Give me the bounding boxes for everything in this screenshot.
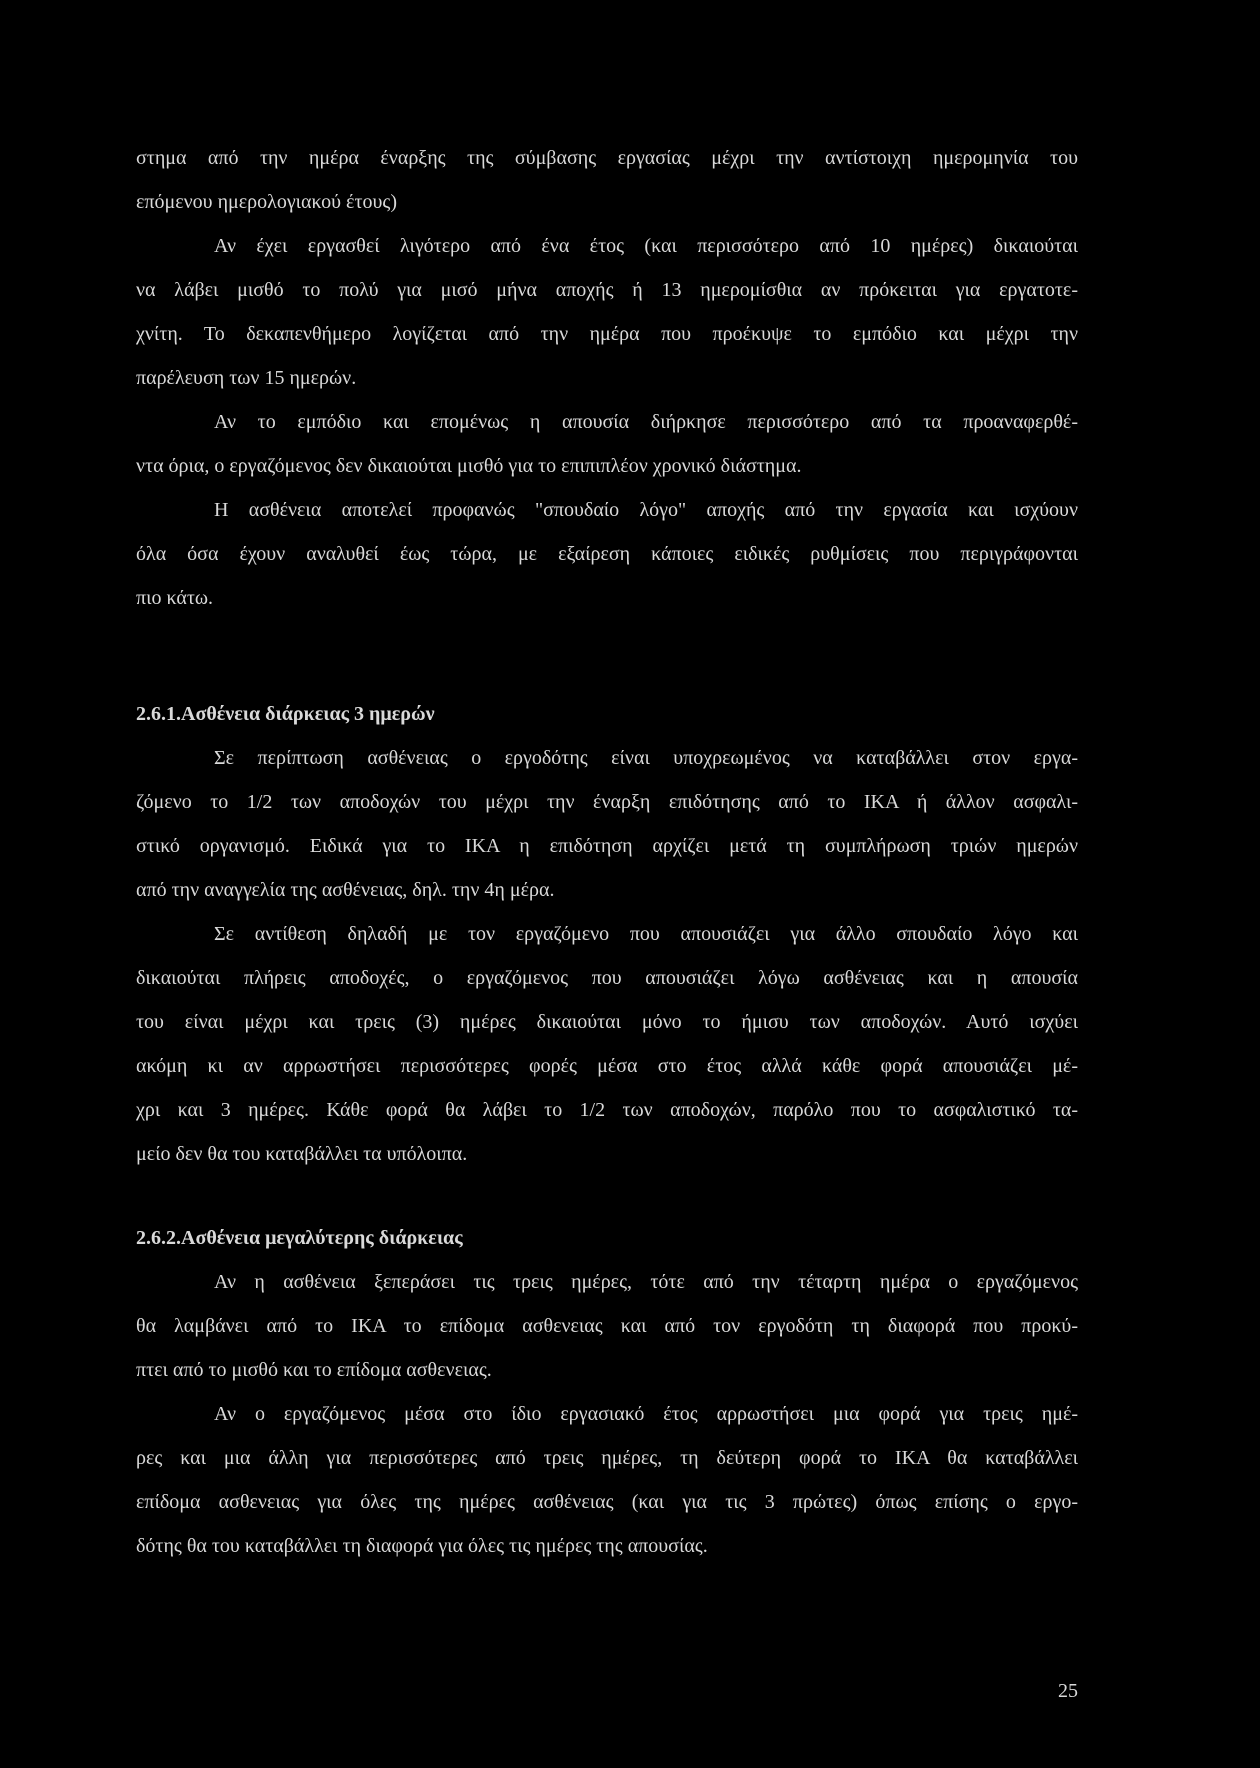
paragraph xyxy=(136,912,1078,1176)
text-line: θα λαμβάνει από το ΙΚΑ το επίδομα ασθενειας και από τον εργοδότη τη διαφορά που προκύ- xyxy=(136,1315,1078,1337)
text-line: του είναι μέχρι και τρεις (3) ημέρες δικαιούται μόνο το ήμισυ των αποδοχών. Αυτό ισχύει xyxy=(136,1011,1078,1033)
text-line: ντα όρια, ο εργαζόμενος δεν δικαιούται μισθό για το επιπιπλέον χρονικό διάστημα. xyxy=(136,455,802,477)
paragraph xyxy=(136,1392,1078,1568)
text-line: ακόμη κι αν αρρωστήσει περισσότερες φορές μέσα στο έτος αλλά κάθε φορά απουσιάζει μέ- xyxy=(136,1055,1078,1077)
text-line: ρες και μια άλλη για περισσότερες από τρεις ημέρες, τη δεύτερη φορά το ΙΚΑ θα καταβάλλει xyxy=(136,1447,1078,1469)
text-line: Αν η ασθένεια ξεπεράσει τις τρεις ημέρες, τότε από την τέταρτη ημέρα ο εργαζόμενος xyxy=(214,1271,1078,1293)
paragraph-2 xyxy=(136,224,1078,400)
text-line: πιο κάτω. xyxy=(136,587,214,609)
text-line: πτει από το μισθό και το επίδομα ασθενειας. xyxy=(136,1359,492,1381)
text-line: Αν ο εργαζόμενος μέσα στο ίδιο εργασιακό έτος αρρωστήσει μια φορά για τρεις ημέ- xyxy=(214,1403,1078,1425)
text-line: δικαιούται πλήρεις αποδοχές, ο εργαζόμενος που απουσιάζει λόγω ασθένειας και η απουσία xyxy=(136,967,1078,989)
text-line: ζόμενο το 1/2 των αποδοχών του μέχρι την έναρξη επιδότησης από το ΙΚΑ ή άλλον ασφαλι- xyxy=(136,791,1078,813)
page-number: 25 xyxy=(1058,1680,1078,1702)
section-2-6-2 xyxy=(136,1216,1078,1568)
text-line: επίδομα ασθενειας για όλες της ημέρες ασθένειας (και για τις 3 πρώτες) όπως επίσης ο εργο- xyxy=(136,1491,1078,1513)
paragraph-4 xyxy=(136,488,1078,620)
text-line: στημα από την ημέρα έναρξης της σύμβασης εργασίας μέχρι την αντίστοιχη ημερομηνία του xyxy=(136,147,1078,169)
text-line: χνίτη. Το δεκαπενθήμερο λογίζεται από την ημέρα που προέκυψε το εμπόδιο και μέχρι την xyxy=(136,323,1078,345)
paragraph-3 xyxy=(136,400,1078,488)
paragraph xyxy=(136,736,1078,912)
text-line: χρι και 3 ημέρες. Κάθε φορά θα λάβει το 1/2 των αποδοχών, παρόλο που το ασφαλιστικό τα- xyxy=(136,1099,1078,1121)
section-heading: 2.6.2.Ασθένεια μεγαλύτερης διάρκειας xyxy=(136,1227,463,1249)
text-line: Αν έχει εργασθεί λιγότερο από ένα έτος (και περισσότερο από 10 ημέρες) δικαιούται xyxy=(214,235,1078,257)
paragraph xyxy=(136,1260,1078,1392)
section-2-6-1 xyxy=(136,692,1078,1176)
document-page xyxy=(136,136,1078,1568)
text-line: επόμενου ημερολογιακού έτους) xyxy=(136,191,397,213)
text-line: να λάβει μισθό το πολύ για μισό μήνα αποχής ή 13 ημερομίσθια αν πρόκειται για εργατοτε- xyxy=(136,279,1078,301)
text-line: από την αναγγελία της ασθένειας, δηλ. την 4η μέρα. xyxy=(136,879,555,901)
section-heading: 2.6.1.Ασθένεια διάρκειας 3 ημερών xyxy=(136,703,435,725)
text-line: Σε περίπτωση ασθένειας ο εργοδότης είναι υποχρεωμένος να καταβάλλει στον εργα- xyxy=(214,747,1078,769)
text-line: στικό οργανισμό. Ειδικά για το ΙΚΑ η επιδότηση αρχίζει μετά τη συμπλήρωση τριών ημερών xyxy=(136,835,1078,857)
text-line: Η ασθένεια αποτελεί προφανώς "σπουδαίο λόγο" αποχής από την εργασία και ισχύουν xyxy=(214,499,1078,521)
text-line: παρέλευση των 15 ημερών. xyxy=(136,367,357,389)
text-line: Αν το εμπόδιο και επομένως η απουσία διήρκησε περισσότερο από τα προαναφερθέ- xyxy=(214,411,1078,433)
text-line: μείο δεν θα του καταβάλλει τα υπόλοιπα. xyxy=(136,1143,468,1165)
text-line: όλα όσα έχουν αναλυθεί έως τώρα, με εξαίρεση κάποιες ειδικές ρυθμίσεις που περιγράφονται xyxy=(136,543,1078,565)
paragraph-1 xyxy=(136,136,1078,224)
text-line: δότης θα του καταβάλλει τη διαφορά για όλες τις ημέρες της απουσίας. xyxy=(136,1535,708,1557)
text-line: Σε αντίθεση δηλαδή με τον εργαζόμενο που απουσιάζει για άλλο σπουδαίο λόγο και xyxy=(214,923,1078,945)
